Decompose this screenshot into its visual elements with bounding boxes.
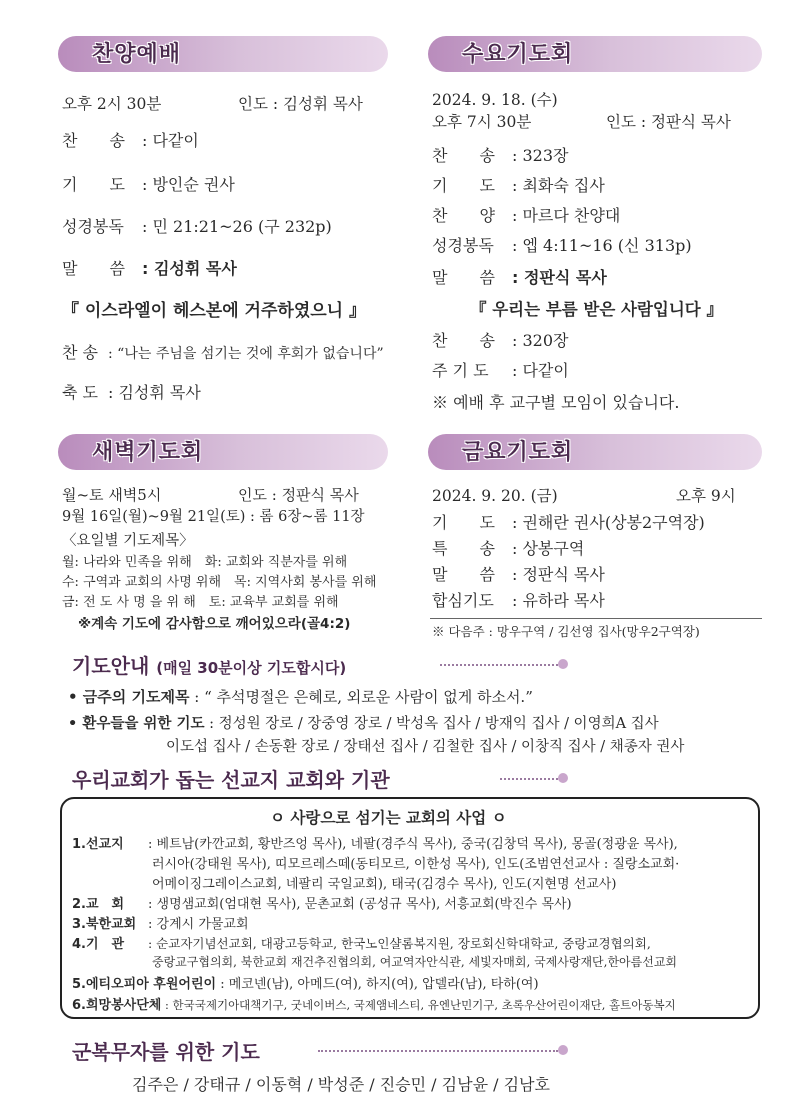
wed-hymn-value: : 323장 [512,146,569,165]
divider [430,618,762,619]
wed-sermon-title: 『 우리는 부름 받은 사람입니다 』 [470,300,723,319]
missions-box-title: ㅇ 사랑으로 섬기는 교회의 사업 ㅇ [270,809,507,827]
wed-hymn-label: 찬 송 [432,146,495,165]
section-title: 금요기도회 [462,440,574,465]
wed-lords-prayer-value: : 다같이 [512,361,569,380]
wed-hymn2-label: 찬 송 [432,331,495,350]
weekly-topic-row [68,686,533,707]
wed-reading-row [432,233,692,256]
fri-sermon-row [432,562,605,585]
mission-row-text: : 베트남(카깐교회, 황반즈엉 목사), 네팔(경주식 목사), 중국(김창덕 목사), 몽골(정광윤 목사), [148,837,678,852]
fri-closing-row [432,588,605,611]
prayer-guide-heading: 기도안내 [72,654,150,678]
prayer-value: : 방인순 권사 [142,175,235,194]
wed-note: ※ 예배 후 교구별 모임이 있습니다. [432,393,680,412]
mission-row [72,973,539,992]
service-leader: 인도 : 김성휘 목사 [238,95,363,113]
dawn-leader: 인도 : 정판식 목사 [238,486,359,504]
weekly-topic-label: • 금주의 기도제목 [68,688,190,706]
mission-row-label: 2.교 회 [72,897,125,912]
mission-row [152,873,616,892]
benediction-row [62,380,201,403]
dawn-daily-item: 월: 나라와 민족을 위해 화: 교회와 직분자를 위해 [62,555,348,570]
wed-praise-row [432,203,620,226]
dawn-verse: ※계속 기도에 감사함으로 깨어있으라(골4:2) [78,616,351,632]
wed-hymn-row [432,143,568,166]
sick-prayer-label: • 환우들을 위한 기도 [68,716,205,732]
sermon-label: 말 씀 [62,259,125,278]
sermon-title: 『 이스라엘이 헤스본에 거주하였으니 』 [62,301,367,321]
military-title: 군복무자를 위한 기도 [72,1040,260,1064]
dotted-rule [500,778,558,780]
wed-praise-value: : 마르다 찬양대 [512,206,621,225]
fri-prayer-label: 기 도 [432,513,495,532]
sick-prayer-line: : 정성원 장로 / 장중영 장로 / 박성옥 집사 / 방재익 집사 / 이영희A 집사 [209,716,659,732]
hymn-value: : 다같이 [142,131,199,150]
wed-prayer-row [432,173,605,196]
wed-hymn2-row [432,328,568,351]
fri-prayer-row [432,510,705,533]
mission-row-label: 6.희망봉사단체 [72,998,162,1013]
wed-praise-label: 찬 양 [432,206,495,225]
mission-row-label: 1.선교지 [72,837,124,852]
military-names: 김주은 / 강태규 / 이동혁 / 박성준 / 진승민 / 김남윤 / 김남호 [132,1075,550,1094]
wed-lords-prayer-label: 주 기 도 [432,361,489,380]
sermon-value: : 김성휘 목사 [142,259,237,278]
mission-row-text: : 순교자기념선교회, 대광고등학교, 한국노인샬롬복지원, 장로회신학대학교, 중랑교경협의회, [148,936,651,951]
wed-prayer-value: : 최화숙 집사 [512,176,605,195]
sick-prayer-line-2: 이도섭 집사 / 손동환 장로 / 장태선 집사 / 김철한 집사 / 이창직 집사 / 채종자 권사 [166,739,685,755]
wed-reading-label: 성경봉독 [432,236,494,255]
missions-title: 우리교회가 돕는 선교지 교회와 기관 [72,768,390,792]
service-time: 오후 2시 30분 [62,95,162,113]
dawn-schedule: 월~토 새벽5시 [62,486,162,504]
mission-row [72,994,676,1013]
mission-row [72,913,249,932]
mission-row-label: 4.기 관 [72,937,125,952]
prayer-row [62,172,235,195]
fri-date: 2024. 9. 20. (금) [432,487,558,505]
dawn-daily-item: 수: 구역과 교회의 사명 위해 목: 지역사회 봉사를 위해 [62,575,377,590]
mission-row-text: : 생명샘교회(엄대현 목사), 문촌교회 (공성규 목사), 서흥교회(박진수 목사) [148,897,572,912]
fri-sermon-label: 말 씀 [432,565,495,584]
fri-closing-label: 합심기도 [432,591,494,610]
fri-special-label: 특 송 [432,539,495,558]
mission-row [72,833,678,852]
dot-end [558,1045,568,1055]
wed-lords-prayer-row [432,358,569,381]
mission-row [152,953,677,970]
dotted-rule [318,1050,558,1052]
mission-row-label: 5.에티오피아 후원어린이 [72,977,217,992]
dot-end [558,659,568,669]
fri-special-row [432,536,584,559]
reading-value: : 민 21:21~26 (구 232p) [142,217,332,236]
mission-row-text: : 강계시 가물교회 [148,917,249,932]
wed-time: 오후 7시 30분 [432,113,532,131]
mission-row [152,853,679,872]
dot-end [558,773,568,783]
mission-row-text: : 메코넨(남), 아메드(여), 하지(여), 압델라(남), 타하(여) [220,977,539,992]
mission-row-text: 러시아(강태원 목사), 띠모르레스떼(동티모르, 이한성 목사), 인도(조범연선교사 : 질랑소교회· [152,857,680,872]
mission-row [72,933,651,952]
section-title: 새벽기도회 [92,440,204,465]
wed-date: 2024. 9. 18. (수) [432,91,558,109]
dawn-range: 9월 16일(월)~9월 21일(토) : 롬 6장~롬 11장 [62,509,365,525]
fri-sermon-value: : 정판식 목사 [512,565,605,584]
benediction-value: : 김성휘 목사 [108,383,201,402]
fri-special-value: : 상봉구역 [512,539,585,558]
wed-hymn2-value: : 320장 [512,331,569,350]
dawn-daily-title: 〈요일별 기도제목〉 [62,533,194,549]
reading-label: 성경봉독 [62,217,124,236]
fri-next-week: ※ 다음주 : 망우구역 / 김선영 집사(망우2구역장) [432,624,700,639]
sermon-row [62,256,237,279]
song-row [62,340,384,363]
sick-prayer-row [68,712,659,733]
wed-prayer-label: 기 도 [432,176,495,195]
mission-row-text: : 한국국제기아대책기구, 굿네이버스, 국제앰네스티, 유엔난민기구, 초록우산어린이재단, 홀트아동복지 [165,998,676,1012]
wed-sermon-label: 말 씀 [432,268,495,287]
wed-leader: 인도 : 정판식 목사 [606,113,731,131]
song-label: 찬 송 [62,343,98,362]
fri-time: 오후 9시 [676,487,736,505]
fri-prayer-value: : 권해란 권사(상봉2구역장) [512,513,705,532]
wed-reading-value: : 엡 4:11~16 (신 313p) [512,236,692,255]
prayer-guide-subtitle: (매일 30분이상 기도합시다) [156,659,347,677]
weekly-topic-value: : “ 추석명절은 은혜로, 외로운 사람이 없게 하소서.” [194,688,533,706]
benediction-label: 축 도 [62,383,98,402]
prayer-guide-title [72,650,346,679]
reading-row [62,214,332,237]
mission-row-text: 중랑교구협의회, 북한교회 재건추진협의회, 여교역자안식관, 세빛자매회, 국제사랑재단,한아름선교회 [152,955,678,969]
section-title: 수요기도회 [462,42,574,67]
wed-sermon-row [432,265,607,288]
mission-row-label: 3.북한교회 [72,917,137,932]
dawn-daily-item: 금: 전 도 사 명 을 위 해 토: 교육부 교회를 위해 [62,595,339,610]
section-title: 찬양예배 [92,42,182,67]
fri-closing-value: : 유하라 목사 [512,591,605,610]
prayer-label: 기 도 [62,175,125,194]
hymn-row [62,128,199,151]
hymn-label: 찬 송 [62,131,125,150]
mission-row-text: 어메이징그레이스교회, 네팔리 국일교회), 태국(김경수 목사), 인도(지현명 선교사) [152,877,617,892]
dotted-rule [440,664,558,666]
song-value: : “나는 주님을 섬기는 것에 후회가 없습니다” [108,346,384,362]
mission-row [72,893,572,912]
wed-sermon-value: : 정판식 목사 [512,268,607,287]
